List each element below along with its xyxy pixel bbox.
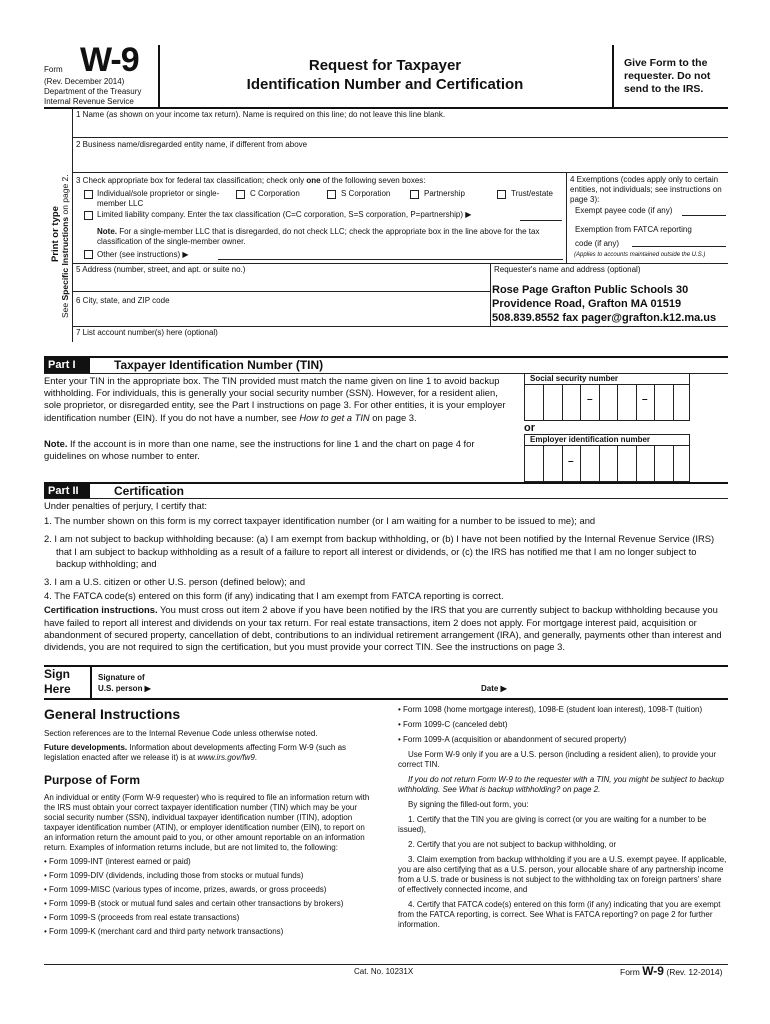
department: Department of the Treasury: [44, 87, 142, 96]
backup-withholding-warning: If you do not return Form W-9 to the requester with a TIN, you might be subject to backup withholding. See What is backup withholding? on page 2.: [398, 775, 725, 794]
exempt-payee-field[interactable]: [682, 215, 726, 216]
header-bottom-rule: [44, 107, 728, 109]
ssn-label: Social security number: [530, 374, 619, 383]
general-instructions-right: [398, 705, 728, 935]
exemptions-divider: [566, 172, 567, 263]
general-instructions-left: [44, 705, 374, 941]
account-numbers-field[interactable]: [74, 338, 726, 352]
part1-tag: Part I: [44, 357, 90, 373]
cert-instructions: Certification instructions. You must cross out item 2 above if you have been notified by the IRS that you are currently subject to backup withholding because you have failed to report all interest and dividends on your tax return. For real estate transactions, item 2 does not apply. For mortgage interest paid, acquisition or abandonment of secured property, cancellation of debt, contributions to an individual retirement arrangement (IRA), and generally, payments other than interest and dividends, you are not required to sign the certification, but you must provide your correct TIN. See the instructions on page 3.: [44, 604, 722, 653]
ein-field[interactable]: [524, 446, 690, 482]
use-form-text: Use Form W-9 only if you are a U.S. person (including a resident alien), to provide your correct TIN.: [398, 750, 716, 769]
other-field[interactable]: [218, 259, 563, 260]
part1-title: Taxpayer Identification Number (TIN): [114, 358, 324, 372]
individual-checkbox[interactable]: [84, 190, 93, 199]
certification-body: [44, 500, 728, 656]
business-name-field[interactable]: [74, 150, 726, 170]
part1-note: Note. If the account is in more than one name, see the instructions for line 1 and the chart on page 4 for guidelines on whose number to enter.: [44, 438, 475, 462]
sidebar-rule: [72, 108, 73, 342]
cert-intro: Under penalties of perjury, I certify that:: [44, 500, 207, 511]
c-corp-label: C Corporation: [250, 189, 300, 198]
rule-line1: [72, 137, 728, 138]
sign-bottom-rule: [44, 698, 728, 700]
list-item: • Form 1098 (home mortgage interest), 1098-E (student loan interest), 1098-T (tuition): [398, 705, 703, 714]
requester-label: Requester's name and address (optional): [494, 265, 641, 274]
requester-divider: [490, 263, 491, 327]
date-label: Date ▶: [481, 684, 507, 693]
signature-label-1: Signature of: [98, 673, 145, 682]
fatca-note: (Applies to accounts maintained outside the U.S.): [574, 252, 706, 258]
requester-line2: Providence Road, Grafton MA 01519: [492, 298, 682, 310]
irs-label: Internal Revenue Service: [44, 97, 134, 106]
trust-estate-label: Trust/estate: [511, 189, 553, 198]
catalog-number: Cat. No. 10231X: [354, 967, 414, 976]
rule-line2: [72, 172, 728, 173]
line2-label: 2 Business name/disregarded entity name, if different from above: [76, 140, 308, 149]
list-item: • Form 1099-S (proceeds from real estate transactions): [44, 913, 240, 922]
partnership-label: Partnership: [424, 189, 465, 198]
list-item: • Form 1099-B (stock or mutual fund sales and certain other transactions by brokers): [44, 899, 344, 908]
line7-label: 7 List account number(s) here (optional): [76, 328, 218, 337]
sign-here-label: Sign Here: [44, 667, 71, 696]
sign-divider: [90, 666, 92, 698]
ssn-dash-2: –: [642, 394, 648, 405]
general-instructions-heading: General Instructions: [44, 706, 181, 722]
signature-label-2: U.S. person ▶: [98, 684, 151, 693]
address-field[interactable]: [74, 276, 488, 290]
list-item: 3. Claim exemption from backup withholding if you are a U.S. exempt payee. If applicable, you are also certifying that as a U.S. person, your allocable share of any partnership income from a U.S. trade or business is not subject to the withholding tax on foreign partners' share of effectively connected income, and: [398, 855, 727, 894]
form-label: Form: [44, 65, 63, 74]
print-or-type-label: Print or type: [50, 206, 61, 262]
part2-title: Certification: [114, 484, 185, 498]
name-field[interactable]: [74, 120, 726, 136]
city-state-zip-field[interactable]: [74, 306, 488, 324]
llc-classification-field[interactable]: [520, 220, 562, 221]
form-name: W-9: [80, 41, 139, 79]
part1-instructions: Enter your TIN in the appropriate box. The TIN provided must match the name given on line 1 to avoid backup withholding. For individuals, this is generally your social security number (SSN). However, for a resident alien, sole proprietor, or disregarded entity, see the Part I instructions on page 3. For other entities, it is your employer identification number (EIN). If you do not have a number, see How to get a TIN on page 3.: [44, 375, 506, 423]
header-divider-right: [612, 45, 614, 107]
part2-title-rule: [44, 498, 728, 499]
rule-line6: [72, 326, 728, 327]
list-item: • Form 1099-INT (interest earned or paid): [44, 857, 191, 866]
partnership-checkbox[interactable]: [410, 190, 419, 199]
future-developments: Future developments. Information about developments affecting Form W-9 (such as legislation enacted after we release it) is at www.irs.gov/fw9.: [44, 743, 347, 762]
other-checkbox[interactable]: [84, 250, 93, 259]
form-title-line1: Request for Taxpayer: [308, 57, 462, 74]
list-item: • Form 1099-A (acquisition or abandonment of secured property): [398, 735, 627, 744]
llc-checkbox[interactable]: [84, 211, 93, 220]
llc-note: Note. For a single-member LLC that is disregarded, do not check LLC; check the appropriate box in the line above for the tax classification of the single-member owner.: [97, 227, 540, 246]
ssn-dash-1: –: [587, 394, 593, 405]
list-item: • Form 1099-C (canceled debt): [398, 720, 508, 729]
ssn-field[interactable]: [524, 385, 690, 421]
form-revision: (Rev. December 2014): [44, 77, 125, 86]
list-item: 2. Certify that you are not subject to backup withholding, or: [408, 840, 617, 849]
list-item: 1. Certify that the TIN you are giving is correct (or you are waiting for a number to be issued),: [398, 815, 707, 834]
or-label: or: [524, 422, 535, 434]
exemptions-title: 4 Exemptions (codes apply only to certain entities, not individuals; see instructions on page 3):: [570, 175, 722, 204]
line3-label: 3 Check appropriate box for federal tax classification; check only one of the following seven boxes:: [76, 176, 426, 185]
rule-line3: [72, 263, 728, 264]
line6-label: 6 City, state, and ZIP code: [76, 296, 170, 305]
footer-form-id: Form W-9 (Rev. 12-2014): [620, 964, 723, 978]
part2-tag: Part II: [44, 483, 90, 499]
purpose-text: An individual or entity (Form W-9 requester) who is required to file an information return with the IRS must obtain your correct taxpayer identification number (TIN) which may be your social security number (SSN), individual taxpayer identification number (ITIN), adoption taxpayer identification number (ATIN), or employer identification number (EIN), to report on an information return the amount paid to you, or other amount reportable on an information return. Examples of information returns include, but are not limited to, the following:: [44, 793, 370, 852]
other-label: Other (see instructions) ▶: [97, 250, 189, 259]
trust-estate-checkbox[interactable]: [497, 190, 506, 199]
list-item: • Form 1099-MISC (various types of income, prizes, awards, or gross proceeds): [44, 885, 327, 894]
c-corp-checkbox[interactable]: [236, 190, 245, 199]
list-item: • Form 1099-DIV (dividends, including those from stocks or mutual funds): [44, 871, 304, 880]
purpose-heading: Purpose of Form: [44, 773, 141, 787]
cert-item-4: 4. The FATCA code(s) entered on this form (if any) indicating that I am exempt from FATCA reporting is correct.: [44, 590, 504, 602]
sign-top-rule: [44, 665, 728, 667]
ein-label: Employer identification number: [530, 435, 651, 444]
rule-line5: [72, 291, 490, 292]
s-corp-checkbox[interactable]: [327, 190, 336, 199]
date-field[interactable]: [515, 670, 725, 694]
ein-dash: –: [568, 456, 574, 467]
fatca-exemption-label: Exemption from FATCA reporting code (if any): [575, 225, 692, 248]
see-specific-instructions: See Specific Instructions on page 2.: [60, 174, 70, 318]
cert-item-1: 1. The number shown on this form is my correct taxpayer identification number (or I am waiting for a number to be issued to me); and: [44, 515, 596, 527]
requester-line1: Rose Page Grafton Public Schools 30: [492, 284, 689, 296]
list-item: • Form 1099-K (merchant card and third party network transactions): [44, 927, 284, 936]
section-references: Section references are to the Internal Revenue Code unless otherwise noted.: [44, 729, 318, 738]
cert-item-3: 3. I am a U.S. citizen or other U.S. person (defined below); and: [44, 576, 306, 588]
give-form-notice: Give Form to the requester. Do not send to the IRS.: [624, 57, 711, 95]
s-corp-label: S Corporation: [341, 189, 391, 198]
exempt-payee-label: Exempt payee code (if any): [575, 206, 673, 215]
individual-label: Individual/sole proprietor or single-member LLC: [97, 189, 220, 208]
signature-field[interactable]: [170, 670, 470, 694]
llc-label: Limited liability company. Enter the tax classification (C=C corporation, S=S corporation, P=partnership) ▶: [97, 210, 472, 219]
requester-line3: 508.839.8552 fax pager@grafton.k12.ma.us: [492, 312, 717, 324]
form-title-line2: Identification Number and Certification: [246, 76, 524, 93]
list-item: 4. Certify that FATCA code(s) entered on this form (if any) indicating that you are exempt from the FATCA reporting, is correct. See What is FATCA reporting? on page 2 for further information.: [398, 900, 721, 929]
by-signing-text: By signing the filled-out form, you:: [408, 800, 529, 809]
line5-label: 5 Address (number, street, and apt. or suite no.): [76, 265, 246, 274]
cert-item-2: 2. I am not subject to backup withholding because: (a) I am exempt from backup withholding, or (b) I have not been notified by the Internal Revenue Service (IRS) that I am subject to backup withholding as a result of a failure to report all interest or dividends, or (c) the IRS has notified me that I am no longer subject to backup withholding; and: [44, 533, 715, 569]
fatca-exemption-field[interactable]: [632, 246, 726, 247]
line1-label: 1 Name (as shown on your income tax return). Name is required on this line; do not leave this line blank.: [76, 110, 446, 119]
